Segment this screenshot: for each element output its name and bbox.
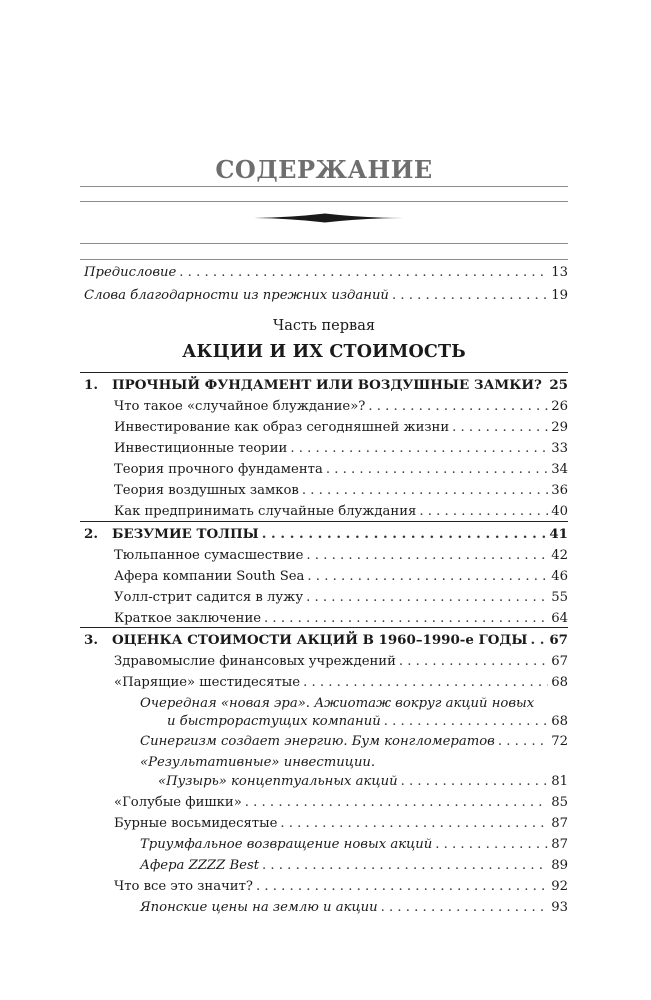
toc-section[interactable] — [114, 417, 568, 439]
toc-subsection-label: Японские цены на землю и акции — [140, 900, 378, 915]
ornament-divider — [246, 212, 404, 224]
toc-page-number: 40 — [551, 504, 568, 519]
toc-subsection-label: Синергизм создает энергию. Бум конгломератов — [140, 734, 495, 749]
toc-section[interactable] — [114, 438, 568, 460]
toc-subsection-line1: «Результативные» инвестиции. — [140, 755, 376, 770]
part-title: АКЦИИ И ИХ СТОИМОСТЬ — [182, 342, 466, 362]
toc-page-number: 68 — [551, 714, 568, 729]
toc-section-label: Тюльпанное сумасшествие — [114, 548, 304, 563]
dot-leader — [384, 711, 549, 733]
toc-section-label: Инвестирование как образ сегодняшней жизни — [114, 420, 450, 435]
toc-page-number: 34 — [551, 462, 568, 477]
toc-subsection[interactable] — [140, 855, 568, 877]
dot-leader — [280, 813, 548, 835]
toc-entry-acknowledgements[interactable] — [84, 285, 568, 307]
toc-section-label: Теория прочного фундамента — [114, 462, 323, 477]
toc-page-number: 67 — [549, 632, 568, 648]
toc-page-number: 42 — [551, 548, 568, 563]
toc-section-label: Что такое «случайное блуждание»? — [114, 399, 366, 414]
upper-rule — [80, 201, 568, 202]
lower-rule — [80, 243, 568, 244]
chapter-title: БЕЗУМИЕ ТОЛПЫ — [112, 526, 259, 542]
toc-page-number: 85 — [551, 795, 568, 810]
dot-leader — [452, 417, 548, 439]
toc-section[interactable] — [114, 587, 568, 609]
toc-section-label: Бурные восьмидесятые — [114, 816, 278, 831]
toc-page-number: 81 — [551, 774, 568, 789]
part-label: Часть первая — [273, 318, 375, 334]
toc-section[interactable] — [114, 651, 568, 673]
toc-section[interactable] — [114, 545, 568, 567]
toc-section[interactable] — [114, 672, 568, 694]
dot-leader — [498, 731, 548, 753]
dot-leader — [256, 876, 548, 898]
toc-page-number: 72 — [551, 734, 568, 749]
toc-page-number: 89 — [551, 858, 568, 873]
dot-leader — [245, 792, 548, 814]
dot-leader — [419, 501, 548, 523]
toc-section-label: Теория воздушных замков — [114, 483, 299, 498]
dot-leader — [306, 587, 548, 609]
toc-page-number: 55 — [551, 590, 568, 605]
toc-subsection[interactable] — [140, 731, 568, 753]
toc-page-number: 33 — [551, 441, 568, 456]
dot-leader — [368, 396, 548, 418]
toc-section-label: Как предпринимать случайные блуждания — [114, 504, 417, 519]
dot-leader — [179, 262, 548, 284]
dot-leader — [262, 855, 548, 877]
chapter-number: 2. — [84, 526, 98, 542]
toc-page-number: 36 — [551, 483, 568, 498]
toc-subsection-label: и быстрорастущих компаний — [167, 714, 381, 729]
toc-section[interactable] — [114, 566, 568, 588]
toc-page-number: 46 — [551, 569, 568, 584]
dot-leader — [326, 459, 548, 481]
toc-page-number: 92 — [551, 879, 568, 894]
toc-section-label: Инвестиционные теории — [114, 441, 288, 456]
toc-page-number: 25 — [549, 377, 568, 393]
dot-leader — [306, 545, 548, 567]
dot-leader — [545, 374, 546, 396]
toc-entry-preface[interactable] — [84, 262, 568, 284]
dot-leader — [307, 566, 548, 588]
toc-entry-label: Предисловие — [84, 265, 177, 280]
toc-page-number: 67 — [551, 654, 568, 669]
chapter-number: 1. — [84, 377, 98, 393]
chapter-separator — [80, 521, 568, 522]
toc-page-number: 41 — [549, 526, 568, 542]
dot-leader — [399, 651, 548, 673]
toc-section-label: Афера компании South Sea — [114, 569, 305, 584]
toc-chapter-1[interactable] — [84, 374, 568, 396]
page-title: СОДЕРЖАНИЕ — [215, 155, 433, 184]
toc-section[interactable] — [114, 396, 568, 418]
chapter-title: ОЦЕНКА СТОИМОСТИ АКЦИЙ В 1960–1990-е ГОДЫ — [112, 632, 528, 648]
toc-section[interactable] — [114, 792, 568, 814]
toc-subsection[interactable] — [140, 897, 568, 919]
toc-page-number: 87 — [551, 816, 568, 831]
bottom-rule — [80, 259, 568, 260]
dot-leader — [262, 523, 547, 545]
toc-section[interactable] — [114, 480, 568, 502]
toc-page-number: 68 — [551, 675, 568, 690]
chapter-number: 3. — [84, 632, 98, 648]
toc-page-number: 19 — [551, 288, 568, 303]
dot-leader — [435, 834, 548, 856]
toc-subsection[interactable] — [140, 834, 568, 856]
toc-chapter-2[interactable] — [84, 523, 568, 545]
toc-section[interactable] — [114, 501, 568, 523]
toc-subsection-label: «Пузырь» концептуальных акций — [158, 774, 398, 789]
toc-section-label: Что все это значит? — [114, 879, 253, 894]
toc-entry-label: Слова благодарности из прежних изданий — [84, 288, 389, 303]
toc-section[interactable] — [114, 459, 568, 481]
toc-section-label: Здравомыслие финансовых учреждений — [114, 654, 396, 669]
dot-leader — [290, 438, 548, 460]
toc-subsection-label: Триумфальное возвращение новых акций — [140, 837, 433, 852]
toc-section[interactable] — [114, 876, 568, 898]
toc-section-label: «Голубые фишки» — [114, 795, 242, 810]
toc-subsection[interactable] — [158, 771, 568, 793]
toc-section-label: «Парящие» шестидесятые — [114, 675, 301, 690]
dot-leader — [392, 285, 548, 307]
toc-section-label: Краткое заключение — [114, 611, 262, 626]
chapter-separator — [80, 627, 568, 628]
toc-page-number: 64 — [551, 611, 568, 626]
dot-leader — [530, 629, 546, 651]
toc-subsection[interactable] — [167, 711, 568, 733]
dot-leader — [401, 771, 549, 793]
toc-page-number: 93 — [551, 900, 568, 915]
dot-leader — [302, 480, 548, 502]
toc-section[interactable] — [114, 813, 568, 835]
toc-chapter-3[interactable] — [84, 629, 568, 651]
toc-page-number: 26 — [551, 399, 568, 414]
dot-leader — [303, 672, 548, 694]
chapter-title: ПРОЧНЫЙ ФУНДАМЕНТ ИЛИ ВОЗДУШНЫЕ ЗАМКИ? — [112, 377, 542, 393]
chapter-separator — [80, 372, 568, 373]
toc-page-number: 87 — [551, 837, 568, 852]
top-rule — [80, 186, 568, 187]
toc-page-number: 29 — [551, 420, 568, 435]
toc-subsection-label: Афера ZZZZ Best — [140, 858, 260, 873]
dot-leader — [381, 897, 549, 919]
toc-section-label: Уолл-стрит садится в лужу — [114, 590, 304, 605]
toc-subsection-line1: Очередная «новая эра». Ажиотаж вокруг акций новых — [140, 696, 535, 711]
toc-page-number: 13 — [551, 265, 568, 280]
